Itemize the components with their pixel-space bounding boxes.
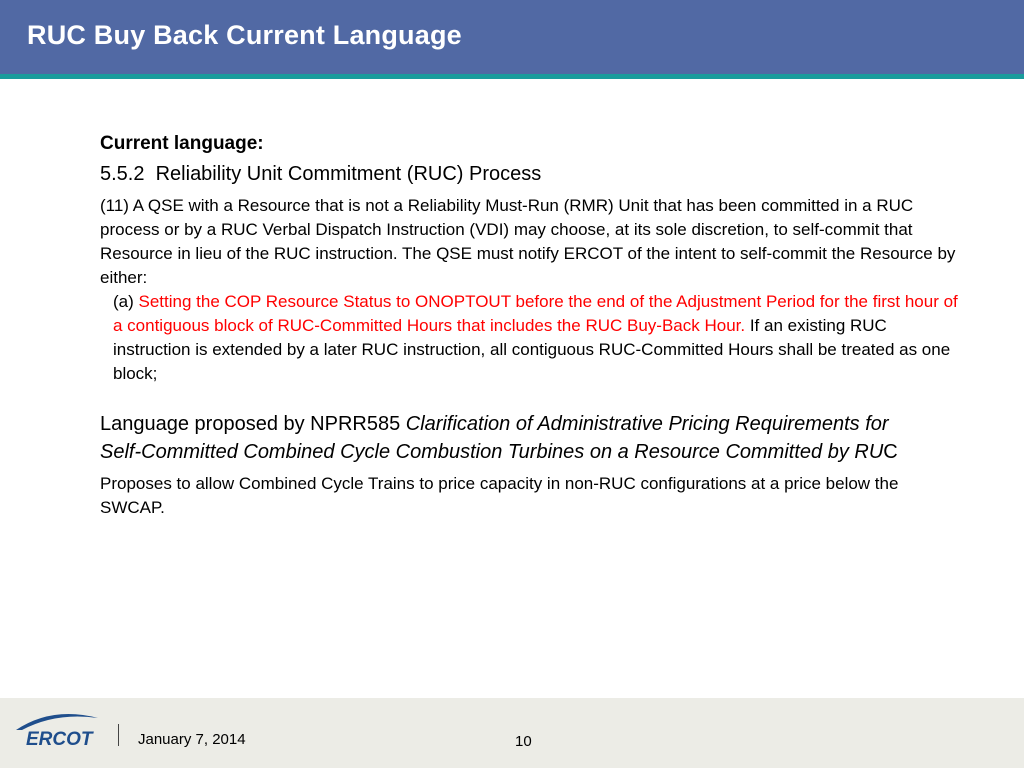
title-bar xyxy=(0,0,1024,74)
slide-title: RUC Buy Back Current Language xyxy=(27,20,462,50)
section-heading xyxy=(100,163,960,186)
page-number: 10 xyxy=(515,733,532,750)
item-a xyxy=(113,290,958,386)
section-title: Reliability Unit Commitment (RUC) Process xyxy=(155,163,542,185)
nprr-title: Clarification of Administrative Pricing Requirements for Self-Committed Combined Cycle Combustion Turbines on a Resource Committed by RU xyxy=(100,413,889,463)
footer-date: January 7, 2014 xyxy=(138,731,246,748)
proposed-language-heading xyxy=(100,410,920,466)
footer xyxy=(0,698,1024,768)
section-number: 5.5.2 xyxy=(100,163,145,185)
footer-divider xyxy=(118,724,119,746)
proposed-prefix: Language proposed by NPRR585 xyxy=(100,413,406,435)
nprr-title-end: C xyxy=(883,441,898,463)
ercot-logo-text: ERCOT xyxy=(26,729,93,750)
title-underline xyxy=(0,74,1024,79)
current-language-heading: Current language: xyxy=(100,133,264,154)
item-a-text: If an existing RUC instruction is extended by a later RUC instruction, all contiguous RUC-Committed Hours shall be treated as one block; xyxy=(113,316,951,383)
item-a-label: (a) xyxy=(113,292,139,311)
item-a-highlighted-text: Setting the COP Resource Status to ONOPTOUT before the end of the Adjustment Period for the first hour of a contiguous block of RUC-Committed Hours that includes the RUC Buy-Back Hour. xyxy=(113,292,958,335)
paragraph-11: (11) A QSE with a Resource that is not a Reliability Must-Run (RMR) Unit that has been committed in a RUC process or by a RUC Verbal Dispatch Instruction (VDI) may choose, at its sole discretion, to self-commit that Resource in lieu of the RUC instruction. The QSE must notify ERCOT of the intent to self-commit the Resource by either: xyxy=(100,196,956,287)
ercot-logo xyxy=(12,708,102,750)
slide-body xyxy=(100,133,960,520)
proposal-description: Proposes to allow Combined Cycle Trains to price capacity in non-RUC configurations at a price below the SWCAP. xyxy=(100,474,899,517)
